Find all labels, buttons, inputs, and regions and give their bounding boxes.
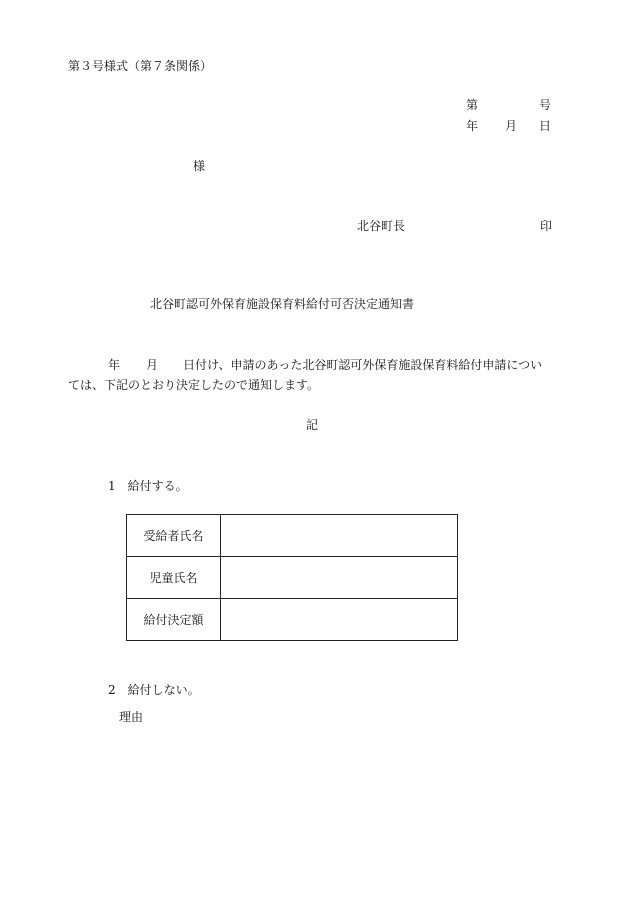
table-row [127, 599, 458, 641]
date-year-label: 年 [466, 119, 479, 133]
child-name-value [221, 557, 458, 599]
table-row [127, 557, 458, 599]
seal-mark: 印 [540, 219, 553, 233]
reason-label: 理由 [119, 710, 144, 724]
date-day-label: 日 [539, 119, 552, 133]
recipient-honorific: 様 [193, 159, 206, 173]
table-row [127, 515, 458, 557]
benefit-amount-label: 給付決定額 [127, 599, 221, 641]
body-date-month: 月 [146, 358, 159, 372]
body-date-year: 年 [108, 358, 121, 372]
benefit-amount-value [221, 599, 458, 641]
recipient-name-label: 受給者氏名 [127, 515, 221, 557]
document-title: 北谷町認可外保育施設保育料給付可否決定通知書 [150, 297, 415, 311]
decision-table [126, 514, 458, 641]
body-paragraph-line2: ては、下記のとおり決定したので通知します。 [68, 378, 320, 392]
child-name-label: 児童氏名 [127, 557, 221, 599]
recipient-name-value [221, 515, 458, 557]
item1-label: 1 給付する。 [108, 479, 188, 493]
form-number: 第３号様式（第７条関係） [68, 59, 213, 73]
body-paragraph-line1: 日付け、申請のあった北谷町認可外保育施設保育料給付申請につい [183, 358, 543, 372]
date-month-label: 月 [505, 119, 518, 133]
item2-label: 2 給付しない。 [108, 683, 200, 697]
issuer-title: 北谷町長 [357, 219, 406, 233]
ki-heading: 記 [306, 418, 319, 432]
document-number-suffix: 号 [539, 98, 552, 112]
document-number-prefix: 第 [466, 98, 479, 112]
